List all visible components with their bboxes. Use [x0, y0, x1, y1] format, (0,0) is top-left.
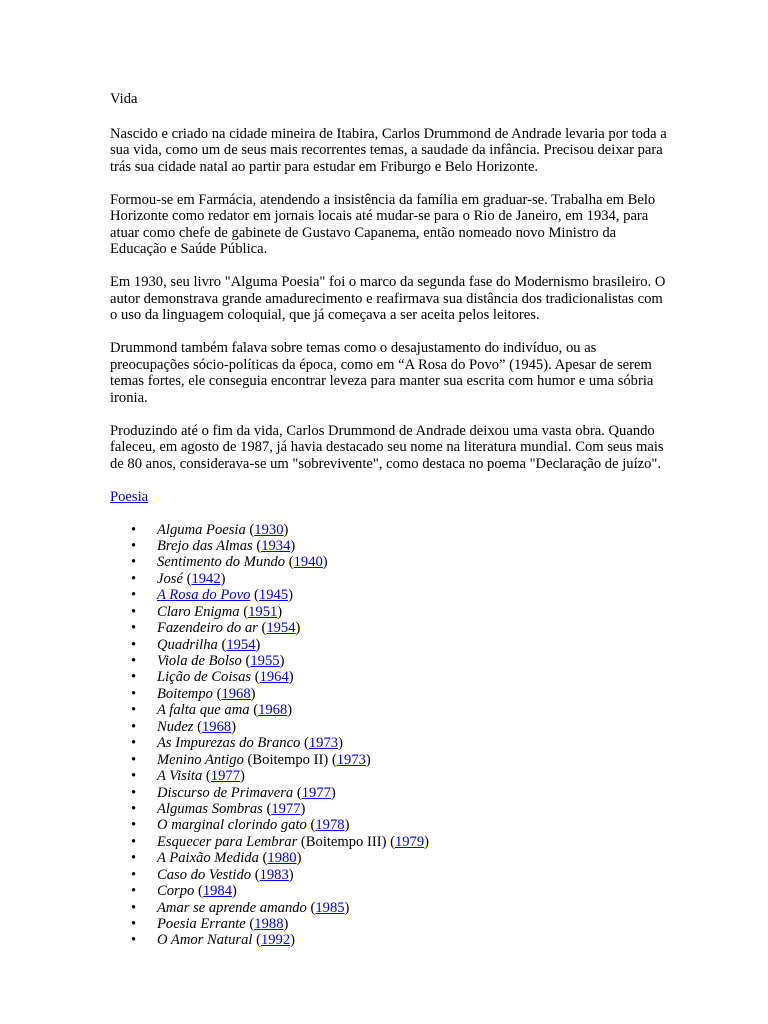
- list-item: • Sentimento do Mundo (1940): [131, 554, 328, 571]
- bullet-icon: •: [131, 817, 137, 834]
- work-year-link[interactable]: 1980: [267, 850, 297, 867]
- works-list: [110, 522, 670, 949]
- list-item: • A Paixão Medida (1980): [131, 850, 302, 867]
- work-title: Discurso de Primavera: [157, 784, 294, 801]
- work-title: O Amor Natural: [157, 932, 253, 949]
- bullet-icon: •: [131, 653, 137, 669]
- bullet-icon: •: [131, 899, 137, 916]
- list-item: • Discurso de Primavera (1977): [131, 784, 336, 801]
- bullet-icon: •: [131, 768, 137, 785]
- work-year-link[interactable]: 1942: [191, 570, 221, 587]
- list-item: • A Visita (1977): [131, 768, 245, 785]
- work-year-link[interactable]: 1977: [301, 784, 331, 801]
- paragraph-infancia: Nascido e criado na cidade mineira de Itabira, Carlos Drummond de Andrade levaria por toda a sua vida, como um de seus mais recorrentes temas, a saudade da infância. Precisou deixar para trás sua cidade natal ao partir para estudar em Friburgo e Belo Horizonte.: [110, 125, 667, 175]
- work-title-link[interactable]: A Rosa do Povo: [157, 587, 251, 604]
- paragraph-modernismo: Em 1930, seu livro "Alguma Poesia" foi o marco da segunda fase do Modernismo brasileiro. O autor demonstrava grande amadurecimento e reafirmava sua distância dos tradicionalistas com o uso da linguagem coloquial, que já começava a ser aceita pelos leitores.: [110, 274, 666, 323]
- list-item: • Poesia Errante (1988): [131, 916, 289, 932]
- bullet-icon: •: [131, 570, 137, 587]
- bullet-icon: •: [131, 620, 137, 637]
- bullet-icon: •: [131, 751, 137, 768]
- bullet-icon: •: [131, 800, 137, 817]
- list-item: • Fazendeiro do ar (1954): [131, 620, 301, 637]
- work-note: (Boitempo III): [300, 833, 387, 850]
- bullet-icon: •: [131, 521, 137, 538]
- work-title: Sentimento do Mundo: [157, 554, 286, 571]
- work-year-link[interactable]: 1968: [221, 685, 251, 702]
- bullet-icon: •: [131, 735, 137, 752]
- list-item: • Esquecer para Lembrar (Boitempo III) (1979): [131, 833, 430, 850]
- list-item: • Claro Enigma (1951): [131, 603, 283, 620]
- work-year-link[interactable]: 1973: [308, 735, 339, 752]
- work-title: Caso do Vestido: [157, 866, 252, 883]
- paragraph-formacao: Formou-se em Farmácia, atendendo a insistência da família em graduar-se. Trabalha em Belo Horizonte como redator em jornais locais até mudar-se para o Rio de Janeiro, em 1934, para atuar como chefe de gabinete de Gustavo Capanema, então nomeado novo Ministro da Educação e Saúde Pública.: [110, 191, 656, 257]
- work-title: Fazendeiro do ar: [157, 620, 258, 637]
- work-year-link[interactable]: 1977: [271, 800, 301, 817]
- work-title: Boitempo: [157, 685, 213, 702]
- work-title: José: [157, 570, 183, 587]
- bullet-icon: •: [131, 932, 137, 949]
- work-title: Amar se aprende amando: [157, 899, 307, 916]
- list-item: • A falta que ama (1968): [131, 702, 293, 719]
- list-item: • Lição de Coisas (1964): [131, 669, 294, 686]
- bullet-icon: •: [131, 718, 137, 735]
- list-item: • Viola de Bolso (1955): [131, 653, 285, 669]
- list-item: • O marginal clorindo gato (1978): [131, 817, 350, 834]
- bullet-icon: •: [131, 883, 137, 900]
- paragraph-temas: Drummond também falava sobre temas como o desajustamento do indivíduo, ou as preocupações sócio-políticas da época, como em “A Rosa do Povo” (1945). Apesar de serem temas fortes, ele conseguia encontrar leveza para manter sua escrita com humor e uma sóbria ironia.: [110, 340, 654, 406]
- work-year-link[interactable]: 1979: [394, 833, 425, 850]
- work-year-link[interactable]: 1930: [254, 521, 284, 538]
- section-heading: Vida: [110, 91, 138, 107]
- list-item: • As Impurezas do Branco (1973): [131, 735, 343, 752]
- bullet-icon: •: [131, 916, 137, 932]
- work-title: Brejo das Almas: [157, 537, 253, 554]
- work-title: Algumas Sombras: [157, 800, 263, 817]
- work-title: Corpo: [157, 883, 195, 900]
- paragraph-obra: Produzindo até o fim da vida, Carlos Drummond de Andrade deixou uma vasta obra. Quando faleceu, em agosto de 1987, já havia destacado seu nome na literatura mundial. Com seus mais de 80 anos, considerava-se um "sobrevivente", como destaca no poema "Declaração de juízo".: [110, 422, 664, 472]
- work-year-link[interactable]: 1978: [315, 817, 345, 834]
- work-year-link[interactable]: 1968: [258, 702, 288, 719]
- work-title: A Paixão Medida: [157, 850, 259, 867]
- work-title: Quadrilha: [157, 636, 218, 653]
- list-item: • Brejo das Almas (1934): [131, 537, 296, 554]
- list-item: • Boitempo (1968): [131, 685, 256, 702]
- work-title: A falta que ama: [157, 702, 250, 719]
- work-year-link[interactable]: 1934: [261, 537, 291, 554]
- document-body: [110, 91, 670, 949]
- bullet-icon: •: [131, 833, 137, 850]
- bullet-icon: •: [131, 866, 137, 883]
- list-item: • Caso do Vestido (1983): [131, 866, 294, 883]
- work-year-link[interactable]: 1988: [254, 916, 284, 932]
- work-year-link[interactable]: 1984: [202, 883, 233, 900]
- work-title: Alguma Poesia: [157, 521, 246, 538]
- work-title: A Visita: [157, 768, 203, 785]
- work-title: Viola de Bolso: [157, 653, 242, 669]
- work-year-link[interactable]: 1955: [250, 653, 280, 669]
- poesia-link[interactable]: Poesia: [110, 488, 149, 505]
- list-item: • O Amor Natural (1992): [131, 932, 295, 949]
- list-item: • A Rosa do Povo (1945): [131, 587, 293, 604]
- work-year-link[interactable]: 1977: [210, 768, 240, 785]
- work-note: (Boitempo II): [247, 751, 329, 768]
- bullet-icon: •: [131, 685, 137, 702]
- bullet-icon: •: [131, 669, 137, 686]
- list-item: • Amar se aprende amando (1985): [131, 899, 350, 916]
- work-year-link[interactable]: 1992: [260, 932, 291, 949]
- list-item: • Algumas Sombras (1977): [131, 800, 306, 817]
- bullet-icon: •: [131, 784, 137, 801]
- work-year-link[interactable]: 1951: [248, 603, 278, 620]
- bullet-icon: •: [131, 587, 137, 604]
- work-title: As Impurezas do Branco: [157, 735, 301, 752]
- bullet-icon: •: [131, 850, 137, 867]
- work-year-link[interactable]: 1983: [259, 866, 289, 883]
- work-year-link[interactable]: 1945: [258, 587, 289, 604]
- work-year-link[interactable]: 1985: [315, 899, 345, 916]
- bullet-icon: •: [131, 537, 137, 554]
- list-item: • José (1942): [131, 570, 226, 587]
- bullet-icon: •: [131, 554, 137, 571]
- list-item: • Nudez (1968): [131, 718, 237, 735]
- work-year-link[interactable]: 1954: [226, 636, 256, 653]
- list-item: • Corpo (1984): [131, 883, 237, 900]
- work-year-link[interactable]: 1973: [336, 751, 366, 768]
- work-year-link[interactable]: 1968: [202, 718, 232, 735]
- work-title: Esquecer para Lembrar: [157, 833, 298, 850]
- bullet-icon: •: [131, 603, 137, 620]
- work-year-link[interactable]: 1964: [259, 669, 289, 686]
- work-year-link[interactable]: 1954: [266, 620, 296, 637]
- work-title: Claro Enigma: [157, 603, 240, 620]
- list-item: • Menino Antigo (Boitempo II) (1973): [131, 751, 371, 768]
- work-year-link[interactable]: 1940: [293, 554, 323, 571]
- work-title: Poesia Errante: [157, 916, 246, 932]
- work-title: Menino Antigo: [157, 751, 244, 768]
- list-item: • Quadrilha (1954): [131, 636, 261, 653]
- list-item: • Alguma Poesia (1930): [131, 521, 289, 538]
- work-title: Lição de Coisas: [157, 669, 252, 686]
- bullet-icon: •: [131, 636, 137, 653]
- work-title: Nudez: [157, 718, 194, 735]
- work-title: O marginal clorindo gato: [157, 817, 307, 834]
- bullet-icon: •: [131, 702, 137, 719]
